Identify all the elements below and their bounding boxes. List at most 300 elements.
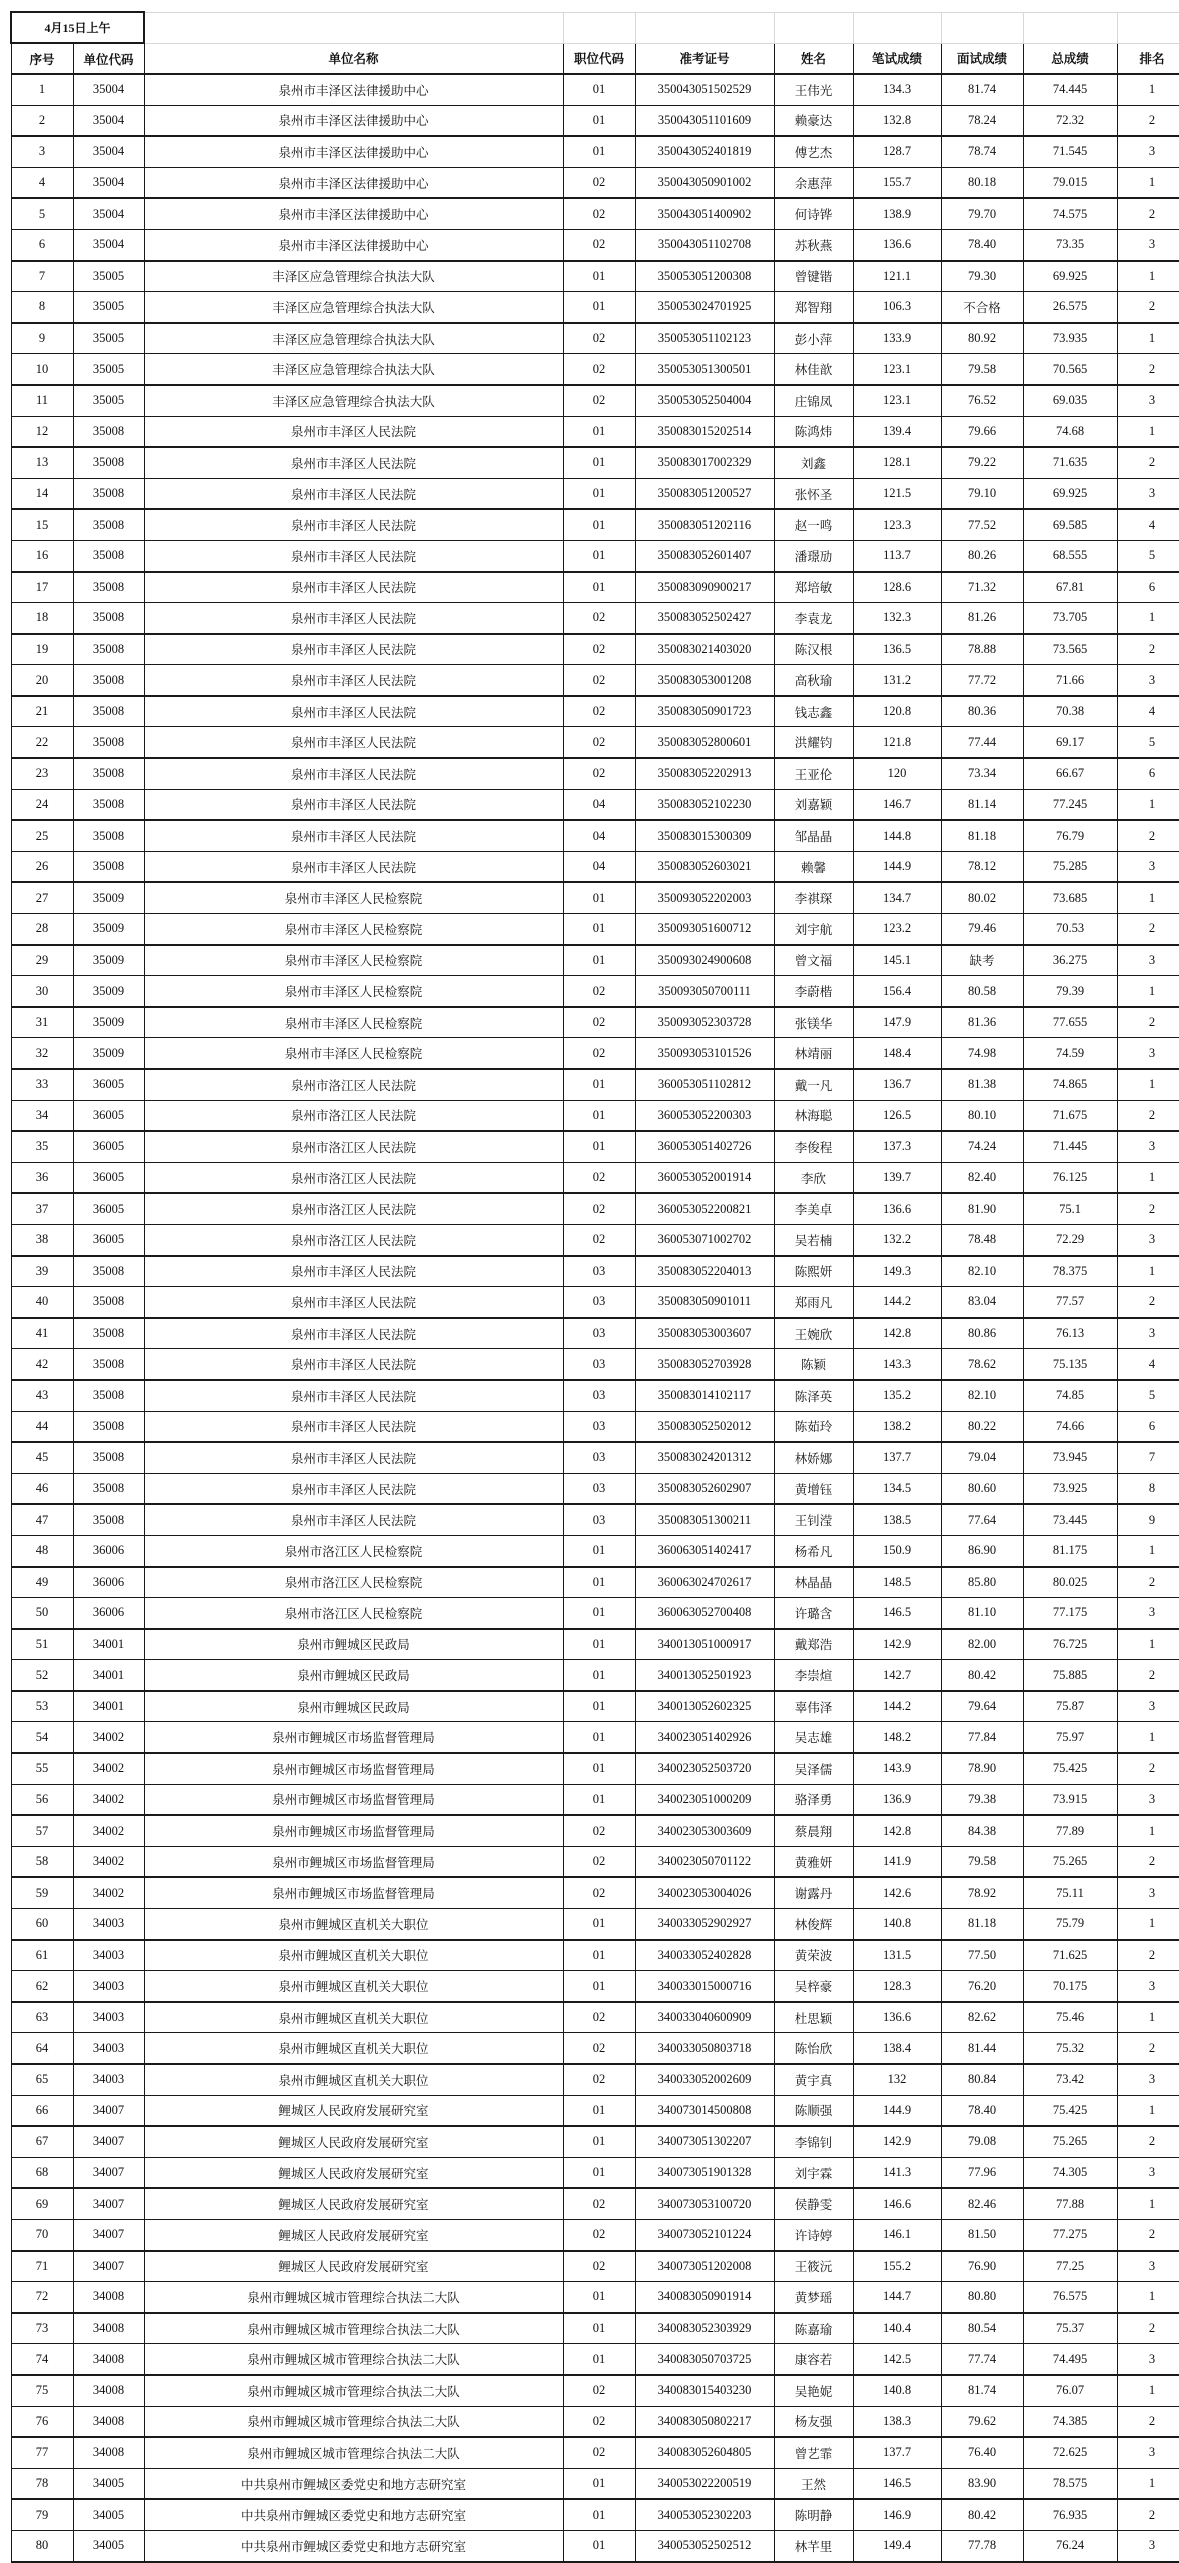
interview-score-cell: 缺考 [941, 945, 1023, 976]
position-code-cell: 01 [563, 2313, 635, 2344]
empty-cell [1117, 12, 1179, 43]
rank-cell: 2 [1117, 292, 1179, 323]
name-cell: 黄增钰 [774, 1473, 853, 1504]
seq-cell: 19 [11, 634, 73, 665]
position-code-cell: 02 [563, 167, 635, 198]
total-score-cell: 74.85 [1023, 1380, 1117, 1411]
table-row [11, 882, 1179, 913]
name-cell: 李蔚楷 [774, 976, 853, 1007]
unit-code-cell: 35008 [73, 851, 144, 882]
written-score-cell: 142.8 [853, 1318, 941, 1349]
interview-score-cell: 78.74 [941, 136, 1023, 167]
position-code-cell: 02 [563, 1815, 635, 1846]
name-cell: 吴若楠 [774, 1224, 853, 1255]
ticket-number-cell: 340013051000917 [635, 1629, 774, 1660]
position-code-cell: 02 [563, 1038, 635, 1069]
interview-score-cell: 80.36 [941, 696, 1023, 727]
ticket-number-cell: 360063051402417 [635, 1535, 774, 1566]
written-score-cell: 146.5 [853, 1598, 941, 1629]
interview-score-cell: 79.70 [941, 198, 1023, 229]
position-code-cell: 02 [563, 323, 635, 354]
table-row [11, 2188, 1179, 2219]
interview-score-cell: 77.44 [941, 727, 1023, 758]
table-row [11, 2095, 1179, 2126]
interview-score-cell: 81.74 [941, 74, 1023, 105]
unit-name-cell: 鲤城区人民政府发展研究室 [144, 2251, 563, 2282]
table-row [11, 1971, 1179, 2002]
name-cell: 张镁华 [774, 1007, 853, 1038]
unit-name-cell: 泉州市鲤城区城市管理综合执法二大队 [144, 2437, 563, 2468]
name-cell: 陈顺强 [774, 2095, 853, 2126]
unit-name-cell: 鲤城区人民政府发展研究室 [144, 2126, 563, 2157]
ticket-number-cell: 350043050901002 [635, 167, 774, 198]
total-score-cell: 68.555 [1023, 540, 1117, 571]
interview-score-cell: 79.08 [941, 2126, 1023, 2157]
interview-score-cell: 74.98 [941, 1038, 1023, 1069]
position-code-cell: 01 [563, 1691, 635, 1722]
name-cell: 钱志鑫 [774, 696, 853, 727]
name-cell: 杜思颖 [774, 2002, 853, 2033]
ticket-number-cell: 340073052101224 [635, 2219, 774, 2250]
unit-code-cell: 35008 [73, 758, 144, 789]
unit-code-cell: 35008 [73, 1256, 144, 1287]
ticket-number-cell: 340083050703725 [635, 2344, 774, 2375]
written-score-cell: 144.2 [853, 1287, 941, 1318]
interview-score-cell: 76.90 [941, 2251, 1023, 2282]
interview-score-cell: 不合格 [941, 292, 1023, 323]
rank-cell: 1 [1117, 416, 1179, 447]
rank-cell: 1 [1117, 323, 1179, 354]
name-cell: 李祺琛 [774, 882, 853, 913]
name-cell: 吴艳妮 [774, 2375, 853, 2406]
interview-score-cell: 82.10 [941, 1256, 1023, 1287]
seq-cell: 65 [11, 2064, 73, 2095]
table-row [11, 1193, 1179, 1224]
unit-name-cell: 泉州市丰泽区法律援助中心 [144, 136, 563, 167]
ticket-number-cell: 350043051502529 [635, 74, 774, 105]
written-score-cell: 131.2 [853, 665, 941, 696]
table-row [11, 1224, 1179, 1255]
written-score-cell: 144.2 [853, 1691, 941, 1722]
interview-score-cell: 81.36 [941, 1007, 1023, 1038]
written-score-cell: 136.6 [853, 1193, 941, 1224]
name-cell: 林靖丽 [774, 1038, 853, 1069]
name-cell: 黄雅妍 [774, 1846, 853, 1877]
seq-cell: 63 [11, 2002, 73, 2033]
ticket-number-cell: 340053052302203 [635, 2499, 774, 2530]
interview-score-cell: 77.50 [941, 1940, 1023, 1971]
unit-code-cell: 35005 [73, 323, 144, 354]
rank-cell: 2 [1117, 634, 1179, 665]
interview-score-cell: 79.22 [941, 447, 1023, 478]
seq-cell: 21 [11, 696, 73, 727]
unit-name-cell: 泉州市丰泽区人民检察院 [144, 945, 563, 976]
unit-code-cell: 36005 [73, 1069, 144, 1100]
total-score-cell: 76.935 [1023, 2499, 1117, 2530]
rank-cell: 2 [1117, 2313, 1179, 2344]
seq-cell: 38 [11, 1224, 73, 1255]
total-score-cell: 74.575 [1023, 198, 1117, 229]
unit-name-cell: 鲤城区人民政府发展研究室 [144, 2095, 563, 2126]
table-row [11, 1691, 1179, 1722]
written-score-cell: 138.9 [853, 198, 941, 229]
unit-name-cell: 泉州市丰泽区人民法院 [144, 447, 563, 478]
total-score-cell: 70.53 [1023, 914, 1117, 945]
written-score-cell: 133.9 [853, 323, 941, 354]
rank-cell: 2 [1117, 1660, 1179, 1691]
interview-score-cell: 81.50 [941, 2219, 1023, 2250]
unit-code-cell: 36006 [73, 1535, 144, 1566]
interview-score-cell: 80.86 [941, 1318, 1023, 1349]
rank-cell: 3 [1117, 1877, 1179, 1908]
unit-name-cell: 泉州市丰泽区人民法院 [144, 1287, 563, 1318]
empty-cell [563, 12, 635, 43]
total-score-cell: 74.495 [1023, 2344, 1117, 2375]
name-cell: 张怀圣 [774, 478, 853, 509]
unit-name-cell: 泉州市丰泽区人民法院 [144, 1411, 563, 1442]
ticket-number-cell: 340073014500808 [635, 2095, 774, 2126]
position-code-cell: 02 [563, 696, 635, 727]
seq-cell: 45 [11, 1442, 73, 1473]
rank-cell: 4 [1117, 1349, 1179, 1380]
unit-name-cell: 鲤城区人民政府发展研究室 [144, 2188, 563, 2219]
table-row [11, 1940, 1179, 1971]
table-row [11, 2375, 1179, 2406]
seq-cell: 1 [11, 74, 73, 105]
ticket-number-cell: 340073051202008 [635, 2251, 774, 2282]
unit-code-cell: 35008 [73, 1504, 144, 1535]
ticket-number-cell: 350083015202514 [635, 416, 774, 447]
ticket-number-cell: 340023051402926 [635, 1722, 774, 1753]
unit-name-cell: 泉州市鲤城区城市管理综合执法二大队 [144, 2375, 563, 2406]
unit-code-cell: 34002 [73, 1846, 144, 1877]
ticket-number-cell: 350093050700111 [635, 976, 774, 1007]
seq-cell: 41 [11, 1318, 73, 1349]
unit-code-cell: 34008 [73, 2313, 144, 2344]
position-code-cell: 01 [563, 2157, 635, 2188]
interview-score-cell: 80.60 [941, 1473, 1023, 1504]
unit-name-cell: 泉州市鲤城区直机关大职位 [144, 2002, 563, 2033]
interview-score-cell: 77.74 [941, 2344, 1023, 2375]
table-row [11, 1598, 1179, 1629]
ticket-number-cell: 340053052502512 [635, 2530, 774, 2561]
position-code-cell: 01 [563, 478, 635, 509]
total-score-cell: 75.885 [1023, 1660, 1117, 1691]
unit-name-cell: 泉州市鲤城区民政局 [144, 1660, 563, 1691]
interview-score-cell: 83.90 [941, 2468, 1023, 2499]
unit-code-cell: 35009 [73, 1038, 144, 1069]
unit-name-cell: 丰泽区应急管理综合执法大队 [144, 323, 563, 354]
unit-name-cell: 泉州市鲤城区直机关大职位 [144, 1971, 563, 2002]
written-score-cell: 146.9 [853, 2499, 941, 2530]
unit-name-cell: 泉州市丰泽区人民法院 [144, 478, 563, 509]
rank-cell: 6 [1117, 572, 1179, 603]
written-score-cell: 136.7 [853, 1069, 941, 1100]
interview-score-cell: 80.92 [941, 323, 1023, 354]
written-score-cell: 121.5 [853, 478, 941, 509]
unit-code-cell: 34007 [73, 2157, 144, 2188]
total-score-cell: 72.29 [1023, 1224, 1117, 1255]
name-cell: 黄宇真 [774, 2064, 853, 2095]
written-score-cell: 143.3 [853, 1349, 941, 1380]
seq-cell: 31 [11, 1007, 73, 1038]
name-cell: 王然 [774, 2468, 853, 2499]
written-score-cell: 144.7 [853, 2282, 941, 2313]
rank-cell: 2 [1117, 1100, 1179, 1131]
table-row [11, 820, 1179, 851]
interview-score-cell: 80.02 [941, 882, 1023, 913]
position-code-cell: 01 [563, 2468, 635, 2499]
name-cell: 陈怡欣 [774, 2033, 853, 2064]
table-row [11, 1287, 1179, 1318]
unit-code-cell: 34005 [73, 2468, 144, 2499]
total-score-cell: 69.035 [1023, 385, 1117, 416]
interview-score-cell: 78.92 [941, 1877, 1023, 1908]
name-cell: 庄锦凤 [774, 385, 853, 416]
rank-cell: 2 [1117, 1193, 1179, 1224]
total-score-cell: 66.67 [1023, 758, 1117, 789]
position-code-cell: 02 [563, 2437, 635, 2468]
ticket-number-cell: 350043052401819 [635, 136, 774, 167]
unit-code-cell: 34003 [73, 1909, 144, 1940]
position-code-cell: 02 [563, 603, 635, 634]
position-code-cell: 01 [563, 1535, 635, 1566]
seq-cell: 46 [11, 1473, 73, 1504]
unit-code-cell: 35004 [73, 229, 144, 260]
unit-name-cell: 丰泽区应急管理综合执法大队 [144, 261, 563, 292]
empty-cell [144, 12, 563, 43]
name-cell: 李锦钊 [774, 2126, 853, 2157]
unit-code-cell: 35004 [73, 74, 144, 105]
unit-name-cell: 泉州市丰泽区人民法院 [144, 1256, 563, 1287]
unit-code-cell: 34001 [73, 1629, 144, 1660]
unit-code-cell: 36005 [73, 1100, 144, 1131]
total-score-cell: 75.97 [1023, 1722, 1117, 1753]
ticket-number-cell: 340073051302207 [635, 2126, 774, 2157]
unit-code-cell: 35004 [73, 105, 144, 136]
header-total-score: 总成绩 [1023, 43, 1117, 74]
table-row [11, 2499, 1179, 2530]
seq-cell: 2 [11, 105, 73, 136]
seq-cell: 67 [11, 2126, 73, 2157]
seq-cell: 61 [11, 1940, 73, 1971]
position-code-cell: 01 [563, 1940, 635, 1971]
position-code-cell: 03 [563, 1504, 635, 1535]
unit-code-cell: 34008 [73, 2375, 144, 2406]
table-row [11, 851, 1179, 882]
table-row [11, 509, 1179, 540]
table-row [11, 1535, 1179, 1566]
name-cell: 吴志雄 [774, 1722, 853, 1753]
unit-name-cell: 泉州市丰泽区人民法院 [144, 509, 563, 540]
seq-cell: 4 [11, 167, 73, 198]
seq-cell: 54 [11, 1722, 73, 1753]
total-score-cell: 73.925 [1023, 1473, 1117, 1504]
ticket-number-cell: 350083052204013 [635, 1256, 774, 1287]
total-score-cell: 79.015 [1023, 167, 1117, 198]
ticket-number-cell: 350083050901011 [635, 1287, 774, 1318]
position-code-cell: 03 [563, 1380, 635, 1411]
unit-name-cell: 泉州市丰泽区法律援助中心 [144, 74, 563, 105]
total-score-cell: 77.57 [1023, 1287, 1117, 1318]
rank-cell: 1 [1117, 1535, 1179, 1566]
total-score-cell: 77.245 [1023, 789, 1117, 820]
seq-cell: 18 [11, 603, 73, 634]
header-unit-code: 单位代码 [73, 43, 144, 74]
written-score-cell: 132 [853, 2064, 941, 2095]
written-score-cell: 113.7 [853, 540, 941, 571]
interview-score-cell: 82.10 [941, 1380, 1023, 1411]
unit-code-cell: 34005 [73, 2530, 144, 2561]
unit-code-cell: 35008 [73, 696, 144, 727]
rank-cell: 3 [1117, 1038, 1179, 1069]
unit-name-cell: 泉州市丰泽区人民法院 [144, 1473, 563, 1504]
total-score-cell: 71.445 [1023, 1131, 1117, 1162]
seq-cell: 32 [11, 1038, 73, 1069]
written-score-cell: 140.8 [853, 1909, 941, 1940]
name-cell: 谢露丹 [774, 1877, 853, 1908]
interview-score-cell: 76.52 [941, 385, 1023, 416]
rank-cell: 4 [1117, 509, 1179, 540]
unit-code-cell: 35008 [73, 1473, 144, 1504]
total-score-cell: 26.575 [1023, 292, 1117, 323]
seq-cell: 36 [11, 1162, 73, 1193]
total-score-cell: 70.565 [1023, 354, 1117, 385]
position-code-cell: 01 [563, 136, 635, 167]
rank-cell: 1 [1117, 2468, 1179, 2499]
rank-cell: 3 [1117, 385, 1179, 416]
written-score-cell: 128.3 [853, 1971, 941, 2002]
position-code-cell: 02 [563, 2188, 635, 2219]
written-score-cell: 142.6 [853, 1877, 941, 1908]
header-position-code: 职位代码 [563, 43, 635, 74]
position-code-cell: 02 [563, 1162, 635, 1193]
seq-cell: 23 [11, 758, 73, 789]
name-cell: 苏秋燕 [774, 229, 853, 260]
unit-name-cell: 泉州市丰泽区法律援助中心 [144, 167, 563, 198]
written-score-cell: 142.5 [853, 2344, 941, 2375]
unit-name-cell: 泉州市洛江区人民法院 [144, 1131, 563, 1162]
unit-code-cell: 36005 [73, 1162, 144, 1193]
interview-score-cell: 78.12 [941, 851, 1023, 882]
seq-cell: 11 [11, 385, 73, 416]
seq-cell: 10 [11, 354, 73, 385]
seq-cell: 74 [11, 2344, 73, 2375]
position-code-cell: 01 [563, 1131, 635, 1162]
written-score-cell: 134.5 [853, 1473, 941, 1504]
table-row [11, 1131, 1179, 1162]
unit-name-cell: 泉州市洛江区人民检察院 [144, 1598, 563, 1629]
position-code-cell: 01 [563, 292, 635, 323]
interview-score-cell: 81.38 [941, 1069, 1023, 1100]
ticket-number-cell: 350083052502012 [635, 1411, 774, 1442]
table-row [11, 1411, 1179, 1442]
position-code-cell: 03 [563, 1256, 635, 1287]
total-score-cell: 74.445 [1023, 74, 1117, 105]
table-row [11, 1100, 1179, 1131]
position-code-cell: 01 [563, 74, 635, 105]
empty-cell [635, 12, 774, 43]
position-code-cell: 02 [563, 2406, 635, 2437]
ticket-number-cell: 340083052604805 [635, 2437, 774, 2468]
total-score-cell: 75.87 [1023, 1691, 1117, 1722]
rank-cell: 2 [1117, 1753, 1179, 1784]
position-code-cell: 01 [563, 1629, 635, 1660]
name-cell: 戴一凡 [774, 1069, 853, 1100]
interview-score-cell: 78.62 [941, 1349, 1023, 1380]
rank-cell: 2 [1117, 2499, 1179, 2530]
unit-name-cell: 泉州市丰泽区人民法院 [144, 696, 563, 727]
unit-code-cell: 34008 [73, 2344, 144, 2375]
unit-code-cell: 35005 [73, 385, 144, 416]
written-score-cell: 123.3 [853, 509, 941, 540]
seq-cell: 39 [11, 1256, 73, 1287]
rank-cell: 1 [1117, 789, 1179, 820]
name-cell: 郑智翔 [774, 292, 853, 323]
unit-name-cell: 泉州市丰泽区人民法院 [144, 572, 563, 603]
unit-code-cell: 35008 [73, 416, 144, 447]
table-row [11, 1815, 1179, 1846]
interview-score-cell: 80.10 [941, 1100, 1023, 1131]
written-score-cell: 120 [853, 758, 941, 789]
written-score-cell: 149.3 [853, 1256, 941, 1287]
ticket-number-cell: 340033050803718 [635, 2033, 774, 2064]
written-score-cell: 134.3 [853, 74, 941, 105]
ticket-number-cell: 350083052102230 [635, 789, 774, 820]
rank-cell: 1 [1117, 2095, 1179, 2126]
rank-cell: 3 [1117, 2251, 1179, 2282]
seq-cell: 29 [11, 945, 73, 976]
table-row [11, 1629, 1179, 1660]
header-ticket-number: 准考证号 [635, 43, 774, 74]
written-score-cell: 146.6 [853, 2188, 941, 2219]
unit-code-cell: 35008 [73, 1318, 144, 1349]
position-code-cell: 04 [563, 820, 635, 851]
table-row [11, 2126, 1179, 2157]
table-row [11, 1473, 1179, 1504]
written-score-cell: 131.5 [853, 1940, 941, 1971]
interview-score-cell: 79.66 [941, 416, 1023, 447]
unit-name-cell: 泉州市洛江区人民法院 [144, 1224, 563, 1255]
total-score-cell: 71.625 [1023, 1940, 1117, 1971]
unit-code-cell: 34002 [73, 1815, 144, 1846]
total-score-cell: 76.575 [1023, 2282, 1117, 2313]
position-code-cell: 01 [563, 1660, 635, 1691]
rank-cell: 1 [1117, 261, 1179, 292]
table-row [11, 2344, 1179, 2375]
written-score-cell: 142.8 [853, 1815, 941, 1846]
unit-name-cell: 泉州市丰泽区人民检察院 [144, 882, 563, 913]
unit-code-cell: 35008 [73, 603, 144, 634]
unit-code-cell: 35004 [73, 136, 144, 167]
unit-name-cell: 泉州市鲤城区城市管理综合执法二大队 [144, 2282, 563, 2313]
table-row [11, 136, 1179, 167]
ticket-number-cell: 360063024702617 [635, 1567, 774, 1598]
interview-score-cell: 79.10 [941, 478, 1023, 509]
header-name: 姓名 [774, 43, 853, 74]
name-cell: 曾键锴 [774, 261, 853, 292]
unit-code-cell: 35005 [73, 261, 144, 292]
name-cell: 王钊滢 [774, 1504, 853, 1535]
unit-name-cell: 泉州市丰泽区人民法院 [144, 820, 563, 851]
position-code-cell: 01 [563, 2095, 635, 2126]
unit-name-cell: 泉州市丰泽区人民检察院 [144, 976, 563, 1007]
interview-score-cell: 80.42 [941, 1660, 1023, 1691]
empty-cell [853, 12, 941, 43]
interview-score-cell: 71.32 [941, 572, 1023, 603]
seq-cell: 73 [11, 2313, 73, 2344]
total-score-cell: 75.11 [1023, 1877, 1117, 1908]
